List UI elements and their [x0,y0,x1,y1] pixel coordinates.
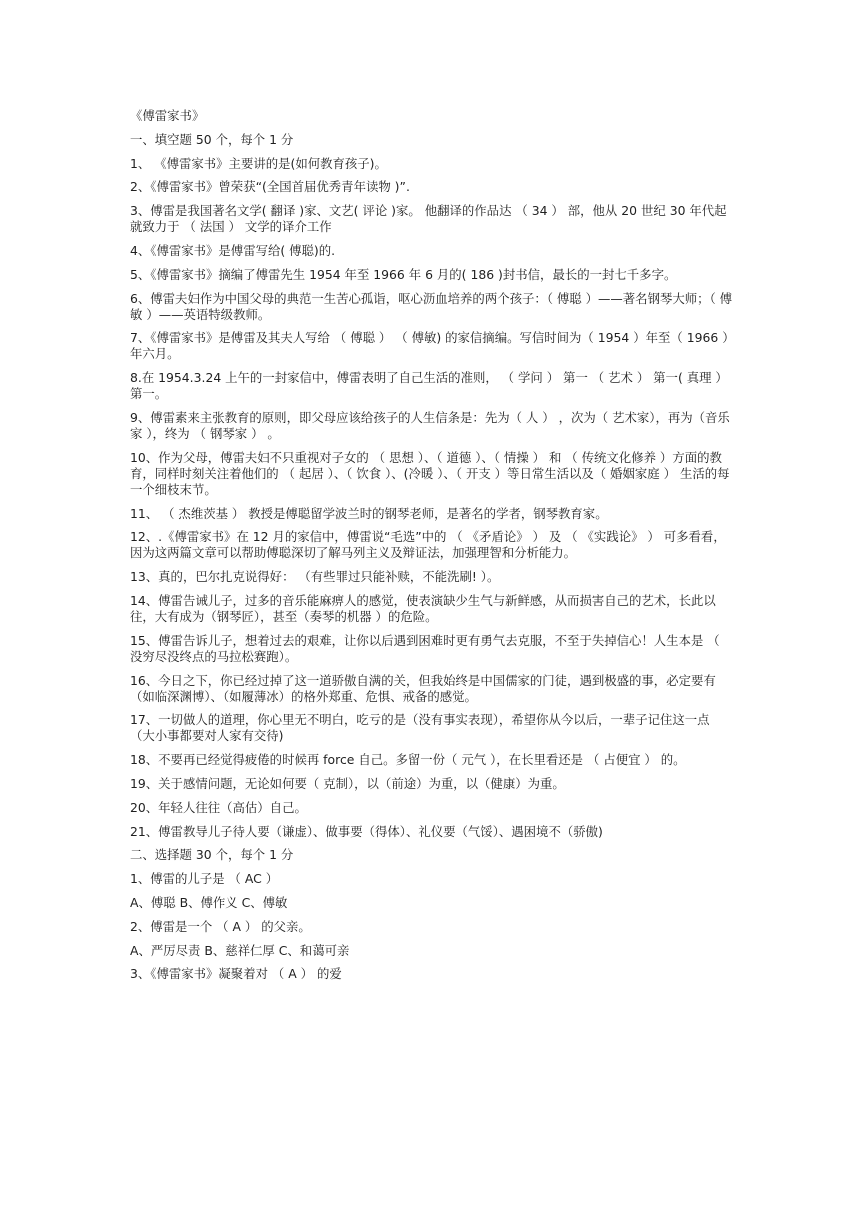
question-12: 12、.《傅雷家书》在 12 月的家信中，傅雷说“毛选”中的 （ 《矛盾论》 ） 及 （ 《实践论》 ） 可多看看，因为这两篇文章可以帮助傅聪深切了解马列主义及辩证法，加强理智和分析能力。 [130,529,726,561]
question-21: 21、傅雷教导儿子待人要（谦虚）、做事要（得体）、礼仪要（气馁）、遇困境不（骄傲) [130,823,603,839]
choice-options-1: A、傅聪 B、傅作义 C、傅敏 [130,894,288,910]
question-4: 4、《傅雷家书》是傅雷写给( 傅聪)的. [130,242,336,258]
question-3: 3、傅雷是我国著名文学( 翻译 )家、文艺( 评论 )家。 他翻译的作品达 （ 34 ） 部，他从 20 世纪 30 年代起就致力于 （ 法国 ） 文学的译介工作 [130,203,727,235]
choice-question-2: 2、傅雷是一个 （ A ） 的父亲。 [130,918,311,934]
question-8: 8.在 1954.3.24 上午的一封家信中，傅雷表明了自己生活的准则， （ 学问 ） 第一 （ 艺术 ） 第一( 真理 ）第一。 [130,370,728,402]
question-2: 2、《傅雷家书》曾荣获“(全国首届优秀青年读物 )”. [130,179,410,195]
section-heading-fill-blank: 一、填空题 50 个，每个 1 分 [130,131,294,147]
question-5: 5、《傅雷家书》摘编了傅雷先生 1954 年至 1966 年 6 月的( 186 )封书信，最长的一封七千多字。 [130,266,677,282]
question-6: 6、傅雷夫妇作为中国父母的典范一生苦心孤诣，呕心沥血培养的两个孩子：（ 傅聪 ）——著名钢琴大师；（ 傅敏 ）——英语特级教师。 [130,290,733,322]
document-title: 《傅雷家书》 [130,108,205,123]
document-page [130,108,734,990]
question-14: 14、傅雷告诫儿子，过多的音乐能麻痹人的感觉，使表演缺少生气与新鲜感，从而损害自己的艺术，长此以往，大有成为（钢琴匠），甚至（奏琴的机器 ）的危险。 [130,592,716,624]
question-9: 9、傅雷素来主张教育的原则，即父母应该给孩子的人生信条是：先为（ 人 ） ，次为（ 艺术家），再为（音乐家 ），终为 （ 钢琴家 ） 。 [130,409,730,441]
question-13: 13、真的，巴尔扎克说得好： （有些罪过只能补赎，不能洗刷! ）。 [130,569,500,585]
choice-options-2: A、严厉尽责 B、慈祥仁厚 C、和蔼可亲 [130,942,350,958]
section-heading-multiple-choice: 二、选择题 30 个，每个 1 分 [130,847,294,863]
question-15: 15、傅雷告诉儿子，想着过去的艰难，让你以后遇到困难时更有勇气去克服，不至于失掉信心！人生本是 （ 没穷尽没终点的马拉松赛跑）。 [130,632,720,664]
question-19: 19、关于感情问题，无论如何要（ 克制），以（前途）为重，以（健康）为重。 [130,775,565,791]
question-17: 17、一切做人的道理，你心里无不明白，吃亏的是（没有事实表现），希望你从今以后，一辈子记住这一点（大小事都要对人家有交待) [130,712,710,744]
choice-question-1: 1、傅雷的儿子是 （ AC ） [130,871,279,887]
question-18: 18、不要再已经觉得疲倦的时候再 force 自己。多留一份（ 元气 ），在长里看还是 （ 占便宜 ） 的。 [130,752,686,768]
question-11: 11、 （ 杰维茨基 ） 教授是傅聪留学波兰时的钢琴老师，是著名的学者，钢琴教育家。 [130,505,608,521]
question-7: 7、《傅雷家书》是傅雷及其夫人写给 （ 傅聪 ） （ 傅敏) 的家信摘编。写信时间为（ 1954 ）年至（ 1966 ）年六月。 [130,330,729,362]
question-1: 1、 《傅雷家书》主要讲的是(如何教育孩子)。 [130,155,387,171]
choice-question-3: 3、《傅雷家书》凝聚着对 （ A ） 的爱 [130,966,342,982]
question-16: 16、今日之下，你已经过掉了这一道骄傲自满的关，但我始终是中国儒家的门徒，遇到极盛的事，必定要有（如临深渊博）、（如履薄冰）的格外郑重、危惧、戒备的感觉。 [130,672,716,704]
question-10: 10、作为父母，傅雷夫妇不只重视对子女的 （ 思想 ）、（ 道德 ）、（ 情操 ） 和 （ 传统文化修养 ）方面的教育，同样时刻关注着他们的 （ 起居 ）、（ 饮食 ）、(冷暖 ）、（ 开支 ）等日常生活以及（ 婚姻家庭 ） 生活的每一个细枝末节。 [130,449,730,497]
question-20: 20、年轻人往往（高估）自己。 [130,799,307,815]
